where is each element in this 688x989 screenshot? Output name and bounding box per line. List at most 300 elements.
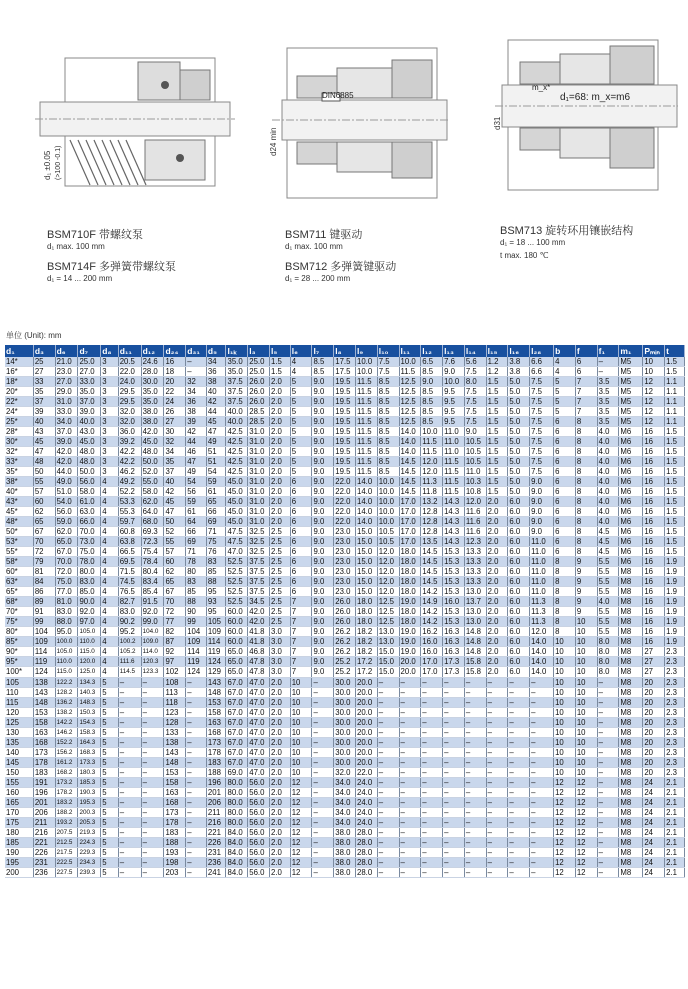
table-cell: 16 [643, 617, 665, 627]
table-cell: 10 [575, 627, 597, 637]
table-cell: 47.0 [248, 727, 270, 737]
table-cell: 7 [575, 377, 597, 387]
table-cell: 75* [5, 617, 33, 627]
table-cell: 8 [575, 417, 597, 427]
table-cell: 3 [101, 407, 118, 417]
table-cell: 5 [101, 837, 118, 847]
table-cell: 5 [101, 767, 118, 777]
table-cell: 5 [101, 817, 118, 827]
table-row [5, 817, 685, 827]
table-cell: 92 [164, 647, 186, 657]
table-cell: 164.3 [78, 737, 101, 747]
table-cell: 12.5 [399, 397, 421, 407]
table-row [5, 737, 685, 747]
table-cell: 10 [554, 657, 576, 667]
table-cell: 9.0 [530, 487, 554, 497]
table-cell: 11.5 [356, 427, 378, 437]
table-cell: 10.3 [464, 477, 486, 487]
table-cell: 2.1 [665, 807, 685, 817]
table-cell: 23.0 [334, 557, 356, 567]
table-cell: – [399, 777, 421, 787]
table-cell: 60.0 [226, 617, 248, 627]
table-cell: 12 [554, 787, 576, 797]
table-cell: 2.3 [665, 767, 685, 777]
table-cell: 124 [206, 657, 226, 667]
table-cell: 2.5 [270, 617, 291, 627]
table-cell: 14.8 [464, 637, 486, 647]
table-cell: 22.0 [356, 767, 378, 777]
table-cell: 16 [643, 477, 665, 487]
table-cell: 4 [101, 587, 118, 597]
table-row [5, 527, 685, 537]
table-cell: 1.1 [665, 407, 685, 417]
table-cell: 35* [5, 467, 33, 477]
table-cell: 13.7 [464, 597, 486, 607]
table-cell: 35.0 [78, 387, 101, 397]
table-cell: 5.5 [597, 617, 619, 627]
table-cell: – [141, 747, 164, 757]
table-cell: – [443, 867, 465, 877]
table-cell: M8 [619, 787, 643, 797]
table-cell: M5 [619, 387, 643, 397]
table-cell: 114.5 [118, 667, 141, 677]
table-cell: – [486, 767, 508, 777]
table-cell: 85 [186, 587, 207, 597]
table-cell: 28.0 [356, 837, 378, 847]
table-cell: – [312, 767, 334, 777]
table-cell: 12 [575, 817, 597, 827]
table-cell: 4 [101, 607, 118, 617]
table-cell: 10 [575, 677, 597, 687]
table-cell: 99 [33, 617, 55, 627]
table-cell: 8 [575, 467, 597, 477]
table-row [5, 457, 685, 467]
table-cell: 105.2 [118, 647, 141, 657]
table-cell: 5.5 [597, 577, 619, 587]
table-cell: 3.5 [597, 417, 619, 427]
table-cell: 80.0 [226, 797, 248, 807]
table-cell: 9.5 [443, 417, 465, 427]
column-header: l₈ [334, 345, 356, 357]
table-cell: 9 [575, 597, 597, 607]
table-cell: 10 [575, 617, 597, 627]
table-cell: 2.0 [486, 507, 508, 517]
table-cell: 95.2 [118, 627, 141, 637]
table-cell: – [530, 817, 554, 827]
table-cell: 3 [101, 367, 118, 377]
table-cell: 3.0 [270, 657, 291, 667]
table-cell: – [377, 717, 399, 727]
table-cell: 1.9 [665, 577, 685, 587]
table-cell: 12.0 [464, 497, 486, 507]
table-cell: 7 [290, 637, 312, 647]
table-cell: 9.0 [312, 457, 334, 467]
table-cell: 10 [575, 697, 597, 707]
table-cell: – [530, 717, 554, 727]
table-cell: – [312, 797, 334, 807]
table-cell: – [312, 867, 334, 877]
table-cell: – [421, 817, 443, 827]
table-cell: – [399, 787, 421, 797]
table-cell: 13.0 [464, 587, 486, 597]
table-cell: 143 [206, 677, 226, 687]
table-cell: 16 [643, 507, 665, 517]
table-cell: 9.0 [312, 417, 334, 427]
table-cell: – [486, 697, 508, 707]
table-cell: 18* [5, 377, 33, 387]
table-cell: 28.0 [141, 367, 164, 377]
table-cell: 6 [575, 357, 597, 367]
table-cell: 16.3 [443, 647, 465, 657]
table-row [5, 657, 685, 667]
table-cell: 3.5 [597, 407, 619, 417]
table-cell: 75.4 [141, 547, 164, 557]
table-cell: 11.3 [530, 597, 554, 607]
column-header: l₁₂ [421, 345, 443, 357]
table-cell: 32.0 [334, 767, 356, 777]
table-cell: 180.3 [78, 767, 101, 777]
table-cell: 7.5 [530, 397, 554, 407]
table-cell: – [508, 777, 530, 787]
table-cell: 14.0 [356, 507, 378, 517]
column-header: l₉ [356, 345, 378, 357]
table-cell: 120.0 [78, 657, 101, 667]
table-cell: 72.3 [141, 537, 164, 547]
table-cell: 14.9 [421, 597, 443, 607]
table-cell: M8 [619, 637, 643, 647]
table-cell: M6 [619, 557, 643, 567]
table-cell: 9 [575, 587, 597, 597]
table-cell: 20 [643, 767, 665, 777]
table-cell: 148 [33, 697, 55, 707]
table-cell: 26.0 [334, 607, 356, 617]
table-row [5, 787, 685, 797]
table-cell: 10 [554, 687, 576, 697]
table-cell: 38.0 [141, 417, 164, 427]
table-cell: 14.5 [399, 487, 421, 497]
table-cell: 6.0 [508, 557, 530, 567]
table-row [5, 507, 685, 517]
caption-sub2: d₁ = 28 ... 200 mm [285, 274, 351, 283]
table-cell: – [464, 677, 486, 687]
table-cell: 12 [643, 397, 665, 407]
table-cell: 83.0 [118, 607, 141, 617]
table-cell: 45.0 [226, 517, 248, 527]
table-cell: 3 [101, 467, 118, 477]
table-cell: 4.0 [597, 437, 619, 447]
table-cell: 12 [554, 817, 576, 827]
table-cell: 3.0 [270, 647, 291, 657]
caption-bsm713 [500, 222, 633, 261]
table-cell: 10 [290, 727, 312, 737]
table-cell: 42.0 [55, 457, 78, 467]
table-cell: 2.0 [270, 757, 291, 767]
table-cell: 64.0 [141, 507, 164, 517]
table-cell: 31.0 [248, 467, 270, 477]
table-cell: 221 [33, 837, 55, 847]
table-cell: 42.2 [118, 447, 141, 457]
table-cell: 12 [575, 827, 597, 837]
table-cell: 6 [554, 507, 576, 517]
table-cell: 168 [206, 727, 226, 737]
table-cell: 1.5 [486, 377, 508, 387]
table-cell: – [530, 797, 554, 807]
table-cell: 80.0 [226, 807, 248, 817]
table-cell: 12 [290, 837, 312, 847]
table-row [5, 587, 685, 597]
table-cell: 158 [33, 717, 55, 727]
seal-drawing-bsm713 [490, 30, 680, 200]
table-cell: 4.0 [597, 507, 619, 517]
table-cell: 5 [101, 747, 118, 757]
table-cell: 2.0 [270, 727, 291, 737]
table-cell: 7.5 [530, 387, 554, 397]
table-cell: 10.8 [464, 487, 486, 497]
table-cell: 2.5 [270, 587, 291, 597]
table-cell: 9.0 [312, 597, 334, 607]
table-cell: 30.0 [334, 677, 356, 687]
table-cell: 5 [290, 437, 312, 447]
table-cell: 26.2 [334, 647, 356, 657]
table-cell: 56.0 [248, 837, 270, 847]
table-cell: 2.1 [665, 867, 685, 877]
table-cell: 10 [290, 747, 312, 757]
table-cell: 190 [5, 847, 33, 857]
table-cell: 15.0 [356, 577, 378, 587]
table-cell: M6 [619, 537, 643, 547]
table-row [5, 577, 685, 587]
table-cell: 39 [186, 417, 207, 427]
table-cell: 14.8 [464, 627, 486, 637]
table-cell: 109 [206, 627, 226, 637]
table-cell: 231 [206, 847, 226, 857]
table-cell: 2.0 [486, 617, 508, 627]
table-cell: 146.2 [55, 727, 78, 737]
table-cell: 2.0 [270, 827, 291, 837]
table-cell: – [399, 727, 421, 737]
table-cell: 17.0 [399, 507, 421, 517]
table-cell: 15.3 [443, 607, 465, 617]
table-cell: 10.0 [377, 497, 399, 507]
table-cell: 3.0 [270, 627, 291, 637]
table-cell: 65* [5, 587, 33, 597]
table-cell: 11.5 [443, 477, 465, 487]
table-cell: 6.0 [508, 667, 530, 677]
table-cell: – [530, 747, 554, 757]
table-cell: 52.5 [226, 587, 248, 597]
table-cell: 14.3 [443, 497, 465, 507]
table-cell: 15.0 [356, 557, 378, 567]
table-cell: – [530, 707, 554, 717]
table-cell: 12.3 [464, 537, 486, 547]
table-cell: 108 [164, 677, 186, 687]
table-cell: 18.0 [399, 547, 421, 557]
table-cell: 88 [186, 597, 207, 607]
table-cell: 16 [643, 437, 665, 447]
table-cell: 59 [186, 497, 207, 507]
table-cell: 10 [575, 637, 597, 647]
table-cell: – [597, 817, 619, 827]
table-cell: 7.5 [530, 457, 554, 467]
table-cell: 75 [206, 537, 226, 547]
table-cell: 52.5 [226, 557, 248, 567]
table-cell: 7.5 [377, 357, 399, 367]
table-cell: M8 [619, 697, 643, 707]
table-row [5, 627, 685, 637]
table-cell: 9.0 [312, 617, 334, 627]
table-cell: 4 [101, 537, 118, 547]
table-cell: 124 [33, 667, 55, 677]
table-cell: 11.0 [443, 447, 465, 457]
table-cell: 2.3 [665, 717, 685, 727]
table-cell: 14.2 [421, 617, 443, 627]
table-cell: M6 [619, 447, 643, 457]
table-cell: – [508, 767, 530, 777]
table-cell: 53* [5, 537, 33, 547]
table-cell: 6 [290, 487, 312, 497]
table-row [5, 747, 685, 757]
table-cell: 138 [164, 737, 186, 747]
table-cell: 4 [101, 507, 118, 517]
table-cell: 11.0 [443, 437, 465, 447]
table-cell: – [486, 847, 508, 857]
table-cell: 91 [33, 607, 55, 617]
table-cell: 5 [554, 377, 576, 387]
table-cell: 26.0 [248, 397, 270, 407]
table-cell: 16.0 [421, 637, 443, 647]
table-cell: 1.1 [665, 387, 685, 397]
table-cell: 12.5 [399, 407, 421, 417]
table-cell: 7.5 [530, 427, 554, 437]
table-cell: 10 [643, 357, 665, 367]
table-cell: 14.0 [399, 427, 421, 437]
table-cell: 10 [290, 687, 312, 697]
table-cell: – [486, 757, 508, 767]
table-cell: 109 [33, 637, 55, 647]
table-cell: 15.3 [443, 557, 465, 567]
table-cell: 28.5 [248, 417, 270, 427]
caption-sub2: d₁ = 14 ... 200 mm [47, 274, 113, 283]
table-cell: – [443, 747, 465, 757]
table-cell: 22.0 [334, 477, 356, 487]
table-cell: 47.0 [248, 767, 270, 777]
table-cell: 20.0 [356, 707, 378, 717]
table-cell: – [186, 837, 207, 847]
table-cell: – [421, 727, 443, 737]
table-cell: 11.0 [464, 467, 486, 477]
table-cell: 138.2 [55, 707, 78, 717]
table-cell: 123 [164, 707, 186, 717]
table-row [5, 517, 685, 527]
table-cell: – [421, 837, 443, 847]
table-cell: 11.6 [464, 517, 486, 527]
table-cell: 25.0 [78, 357, 101, 367]
table-cell: – [118, 847, 141, 857]
table-cell: 23.0 [334, 577, 356, 587]
table-cell: 105.0 [55, 647, 78, 657]
table-cell: 19.5 [334, 407, 356, 417]
table-cell: 29.0 [55, 387, 78, 397]
table-cell: – [530, 827, 554, 837]
table-row [5, 447, 685, 457]
table-cell: 66.0 [78, 517, 101, 527]
table-cell: 168.2 [55, 767, 78, 777]
table-cell: – [597, 837, 619, 847]
table-cell: – [141, 677, 164, 687]
table-row [5, 727, 685, 737]
table-cell: M8 [619, 667, 643, 677]
table-cell: 10 [554, 697, 576, 707]
table-cell: M8 [619, 607, 643, 617]
table-cell: 183.2 [55, 797, 78, 807]
seal-drawing-bsm710f [30, 40, 240, 210]
table-cell: 1.5 [665, 467, 685, 477]
table-cell: 10.0 [443, 377, 465, 387]
table-cell: 115 [5, 697, 33, 707]
table-cell: 6.0 [508, 567, 530, 577]
table-cell: 6 [554, 517, 576, 527]
table-cell: 90* [5, 647, 33, 657]
table-cell: – [421, 677, 443, 687]
table-cell: 193 [164, 847, 186, 857]
table-cell: – [597, 727, 619, 737]
table-cell: 8.0 [597, 667, 619, 677]
table-cell: 8.5 [377, 397, 399, 407]
table-row [5, 467, 685, 477]
table-cell: 105.0 [78, 627, 101, 637]
table-cell: – [597, 847, 619, 857]
table-cell: – [312, 847, 334, 857]
table-cell: 73.0 [78, 537, 101, 547]
table-cell: – [508, 747, 530, 757]
table-cell: 2.0 [270, 867, 291, 877]
table-cell: 17.5 [334, 357, 356, 367]
table-cell: – [421, 787, 443, 797]
table-cell: 148.3 [78, 697, 101, 707]
table-row [5, 667, 685, 677]
table-cell: 16 [643, 467, 665, 477]
table-cell: – [421, 737, 443, 747]
table-cell: 14.5 [421, 567, 443, 577]
table-cell: 2.0 [486, 647, 508, 657]
table-cell: – [464, 867, 486, 877]
table-cell: – [312, 787, 334, 797]
table-cell: 67.0 [55, 547, 78, 557]
table-cell: 12.8 [421, 517, 443, 527]
table-cell: 12 [575, 867, 597, 877]
table-cell: – [597, 787, 619, 797]
table-cell: M8 [619, 727, 643, 737]
table-cell: 1.5 [486, 437, 508, 447]
table-cell: 33.0 [78, 377, 101, 387]
table-cell: 60* [5, 567, 33, 577]
table-cell: 5 [290, 467, 312, 477]
table-cell: 2.0 [486, 577, 508, 587]
table-cell: 14.2 [421, 587, 443, 597]
table-cell: 30 [164, 427, 186, 437]
table-cell: 8 [554, 577, 576, 587]
table-cell: – [118, 747, 141, 757]
table-cell: 28.5 [248, 407, 270, 417]
table-cell: M8 [619, 577, 643, 587]
table-cell: 50.0 [78, 467, 101, 477]
table-cell: 9 [575, 567, 597, 577]
table-cell: M5 [619, 397, 643, 407]
table-cell: 33* [5, 457, 33, 467]
table-cell: 5 [101, 717, 118, 727]
table-cell: 5 [101, 737, 118, 747]
table-cell: 4.0 [597, 487, 619, 497]
